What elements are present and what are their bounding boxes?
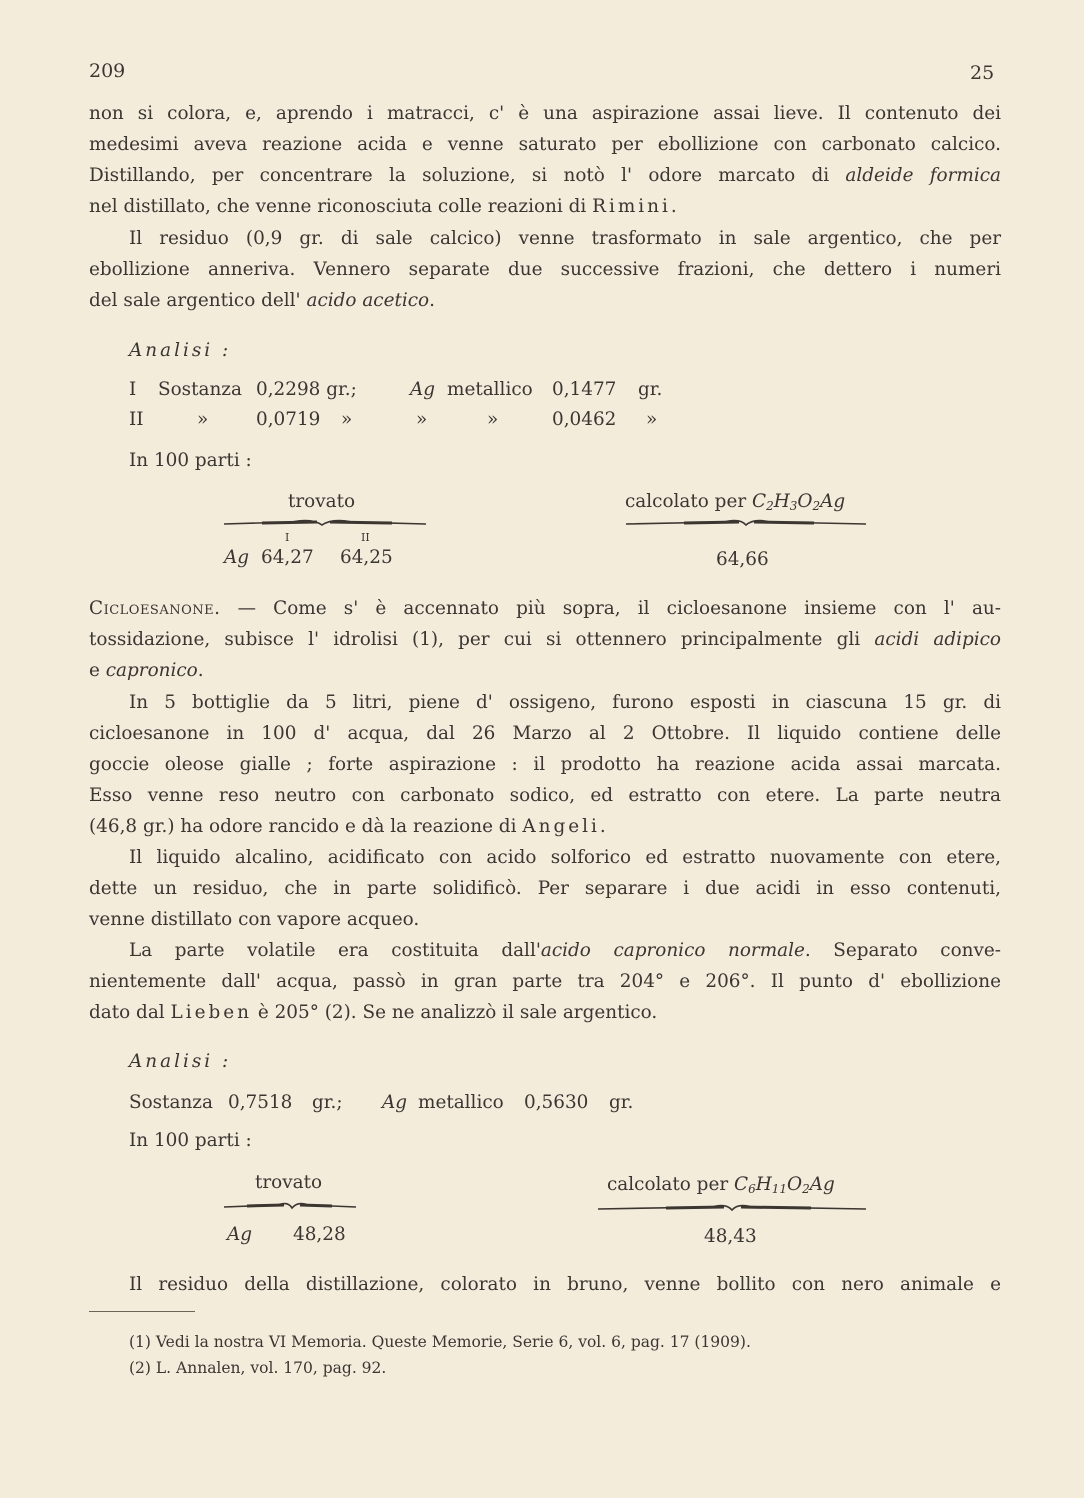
found-label: trovato <box>255 1172 323 1193</box>
body-line: venne distillato con vapore acqueo. <box>89 909 420 930</box>
body-line: medesimi aveva reazione acida e venne saturato per ebollizione con carbonato calcico. <box>89 134 1001 155</box>
calc-value: 48,43 <box>704 1226 757 1247</box>
body-line: goccie oleose gialle ; forte aspirazione : il prodotto ha reazione acida assai marcata. <box>89 754 1001 775</box>
term-acido-capronico-normale: acido capronico normale <box>540 940 805 961</box>
analysis-heading: Analisi : <box>129 340 232 361</box>
term-acidi-adipico: acidi adipico <box>874 629 1001 650</box>
cell: » <box>416 409 428 430</box>
calc-value: 64,66 <box>716 549 769 570</box>
section-title: Cicloesanone. <box>89 598 221 619</box>
body-line: In 5 bottiglie da 5 litri, piene d' ossigeno, furono esposti in ciascuna 15 gr. di <box>129 692 1001 713</box>
body-line: non si colora, e, aprendo i matracci, c' è una aspirazione assai lieve. Il contenuto dei <box>89 103 1001 124</box>
body-line: Cicloesanone. — Come s' è accennato più sopra, il cicloesanone insieme con l' au- <box>89 598 1001 619</box>
term-aldeide-formica: aldeide formica <box>845 165 1002 186</box>
body-line: nientemente dall' acqua, passò in gran parte tra 204° e 206°. Il punto d' ebollizione <box>89 971 1001 992</box>
term-acido-acetico: acido acetico <box>306 290 430 311</box>
cell: 0,5630 <box>524 1092 589 1113</box>
brace-found <box>222 1199 358 1213</box>
element-label: Ag <box>227 1224 253 1245</box>
formula: $C_6H_{11}O_2Ag$ <box>733 1174 835 1196</box>
cell: gr.; <box>312 1092 343 1113</box>
calc-label: calcolato per $C_6H_{11}O_2Ag$ <box>607 1174 835 1196</box>
body-line: Il residuo (0,9 gr. di sale calcico) venne trasformato in sale argentico, che per <box>129 228 1001 249</box>
found-value: 64,27 <box>261 547 314 568</box>
cell: gr. <box>638 379 663 400</box>
cell: Ag <box>382 1092 408 1113</box>
footnote: (2) L. Annalen, vol. 170, pag. 92. <box>129 1359 387 1377</box>
author-angeli: Angeli <box>522 816 600 837</box>
cell: 0,0719 <box>256 409 321 430</box>
cell: Ag <box>410 379 436 400</box>
found-label: trovato <box>288 491 356 512</box>
body-line: dette un residuo, che in parte solidificò. Per separare i due acidi in esso contenuti, <box>89 878 1001 899</box>
term-capronico: capronico <box>105 660 198 681</box>
cell: gr. <box>609 1092 634 1113</box>
body-line: ebollizione anneriva. Vennero separate due successive frazioni, che dettero i numeri <box>89 259 1001 280</box>
author-lieben: Lieben <box>170 1002 253 1023</box>
cell: metallico <box>418 1092 504 1113</box>
body-line: Distillando, per concentrare la soluzione, si notò l' odore marcato di aldeide formica <box>89 165 1002 186</box>
cell: Sostanza <box>158 379 242 400</box>
page-number-right: 25 <box>970 62 995 84</box>
body-line: Esso venne reso neutro con carbonato sodico, ed estratto con etere. La parte neutra <box>89 785 1001 806</box>
formula: $C_2H_3O_2Ag$ <box>751 491 846 513</box>
body-line: nel distillato, che venne riconosciuta colle reazioni di Rimini. <box>89 196 677 217</box>
brace-calc <box>596 1201 868 1215</box>
cell: 0,0462 <box>552 409 617 430</box>
column-label-ii: II <box>361 531 370 544</box>
body-line: del sale argentico dell' acido acetico. <box>89 290 435 311</box>
body-line: Il residuo della distillazione, colorato in bruno, venne bollito con nero animale e <box>129 1274 1001 1295</box>
analysis-heading: Analisi : <box>129 1051 232 1072</box>
body-line: tossidazione, subisce l' idrolisi (1), per cui si ottennero principalmente gli acidi adipico <box>89 629 1001 650</box>
found-value: 48,28 <box>293 1224 346 1245</box>
row-label: II <box>129 409 144 430</box>
cell: » <box>197 409 209 430</box>
cell: metallico <box>447 379 533 400</box>
brace-calc <box>624 516 868 530</box>
body-line: Il liquido alcalino, acidificato con acido solforico ed estratto nuovamente con etere, <box>129 847 1001 868</box>
footnote: (1) Vedi la nostra VI Memoria. Queste Memorie, Serie 6, vol. 6, pag. 17 (1909). <box>129 1333 751 1351</box>
in100-label: In 100 parti : <box>129 1130 252 1151</box>
body-line: La parte volatile era costituita dall'acido capronico normale. Separato conve- <box>129 940 1001 961</box>
element-label: Ag <box>224 547 250 568</box>
footnote-rule <box>89 1311 195 1312</box>
in100-label: In 100 parti : <box>129 450 252 471</box>
author-rimini: Rimini <box>592 196 671 217</box>
cell: » <box>646 409 658 430</box>
cell: 0,7518 <box>228 1092 293 1113</box>
cell: » <box>341 409 353 430</box>
cell: 0,1477 <box>552 379 617 400</box>
brace-found <box>222 516 428 530</box>
page-number-left: 209 <box>89 60 126 82</box>
cell: Sostanza <box>129 1092 213 1113</box>
cell: 0,2298 gr.; <box>256 379 357 400</box>
column-label-i: I <box>285 531 290 544</box>
found-value: 64,25 <box>340 547 393 568</box>
calc-label: calcolato per $C_2H_3O_2Ag$ <box>625 491 846 513</box>
row-label: I <box>129 379 137 400</box>
body-line: (46,8 gr.) ha odore rancido e dà la reazione di Angeli. <box>89 816 606 837</box>
body-line: cicloesanone in 100 d' acqua, dal 26 Marzo al 2 Ottobre. Il liquido contiene delle <box>89 723 1001 744</box>
body-line: e capronico. <box>89 660 204 681</box>
body-line: dato dal Lieben è 205° (2). Se ne analizzò il sale argentico. <box>89 1002 658 1023</box>
cell: » <box>487 409 499 430</box>
